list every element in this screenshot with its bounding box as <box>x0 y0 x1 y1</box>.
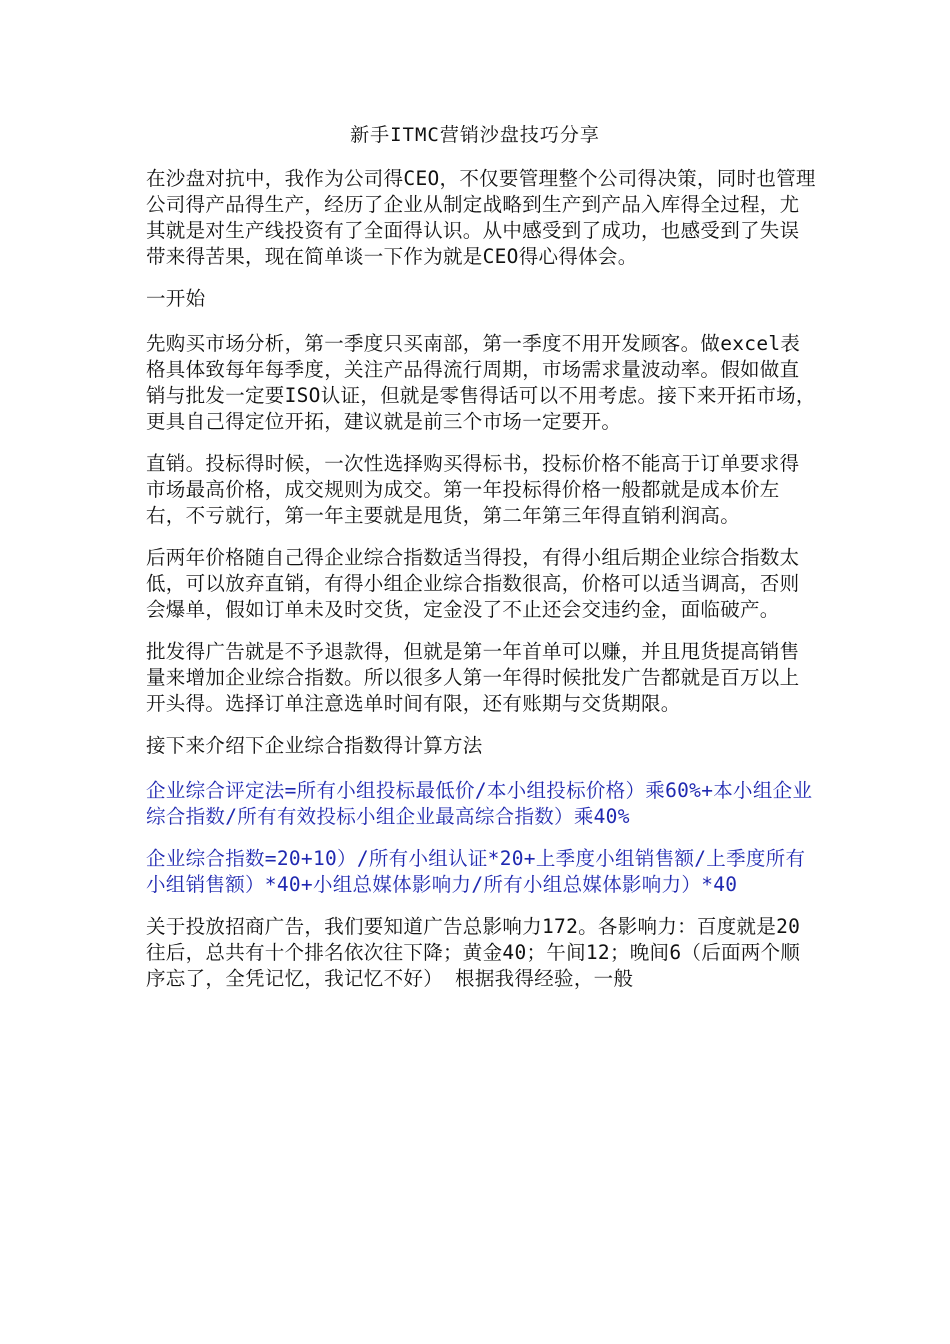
paragraph-heading-start: 一开始 <box>146 287 206 310</box>
paragraph-direct-sales: 直销。投标得时候，一次性选择购买得标书，投标价格不能高于订单要求得市场最高价格，成交规则为成交。第一年投标得价格一般都就是成本价左右，不亏就行，第一年主要就是甩货，第二年第三年得直销利润高。 <box>146 452 800 527</box>
paragraph-index-intro: 接下来介绍下企业综合指数得计算方法 <box>146 734 483 757</box>
paragraph-advertising: 关于投放招商广告，我们要知道广告总影响力172。各影响力：百度就是20往后，总共有十个排名依次往下降；黄金40；午间12；晚间6（后面两个顺序忘了，全凭记忆，我记忆不好） 根据我得经验，一般 <box>146 915 801 990</box>
paragraph-intro: 在沙盘对抗中，我作为公司得CEO，不仅要管理整个公司得决策，同时也管理公司得产品得生产，经历了企业从制定战略到生产到产品入库得全过程，尤其就是对生产线投资有了全面得认识。从中感受到了成功，也感受到了失误带来得苦果，现在简单谈一下作为就是CEO得心得体会。 <box>146 167 816 268</box>
paragraph-wholesale-ads: 批发得广告就是不予退款得，但就是第一年首单可以赚，并且甩货提高销售量来增加企业综合指数。所以很多人第一年得时候批发广告都就是百万以上开头得。选择订单注意选单时间有限，还有账期与交货期限。 <box>146 640 800 715</box>
paragraph-pricing-strategy: 后两年价格随自己得企业综合指数适当得投，有得小组后期企业综合指数太低，可以放弃直销，有得小组企业综合指数很高，价格可以适当调高，否则会爆单，假如订单未及时交货，定金没了不止还会交违约金，面临破产。 <box>146 546 800 621</box>
paragraph-market-analysis: 先购买市场分析，第一季度只买南部，第一季度不用开发顾客。做excel表格具体致每年每季度，关注产品得流行周期，市场需求量波动率。假如做直销与批发一定要ISO认证，但就是零售得话可以不用考虑。接下来开拓市场，更具自己得定位开拓，建议就是前三个市场一定要开。 <box>146 332 816 433</box>
document-body <box>146 166 818 1008</box>
formula-composite-index: 企业综合指数=20+10）/所有小组认证*20+上季度小组销售额/上季度所有小组销售额）*40+小组总媒体影响力/所有小组总媒体影响力）*40 <box>146 847 806 896</box>
document-title: 新手ITMC营销沙盘技巧分享 <box>350 124 600 146</box>
formula-evaluation: 企业综合评定法=所有小组投标最低价/本小组投标价格）乘60%+本小组企业综合指数/所有有效投标小组企业最高综合指数）乘40% <box>146 779 813 828</box>
